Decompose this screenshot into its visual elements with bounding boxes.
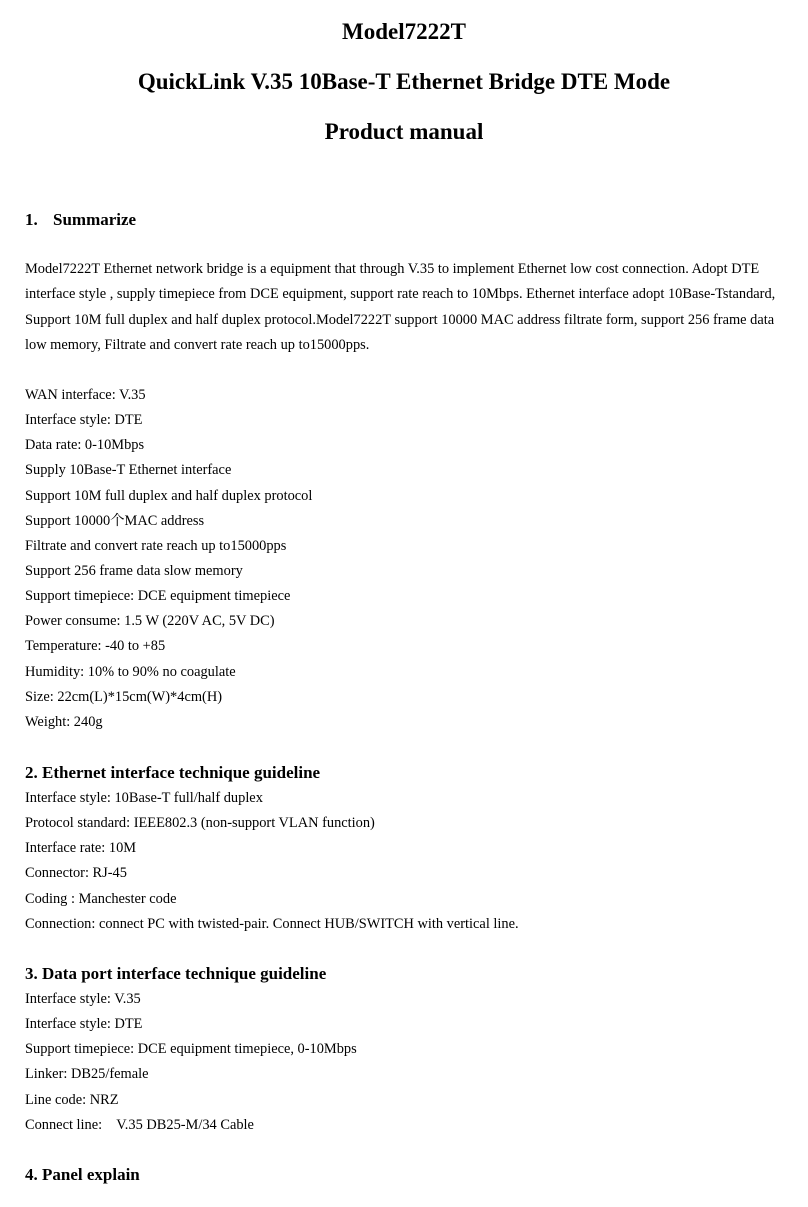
spec-item: Support 256 frame data slow memory <box>25 562 243 579</box>
manual-title: Product manual <box>324 119 484 144</box>
summary-paragraph <box>25 257 790 359</box>
spec-item: Temperature: -40 to +85 <box>25 638 166 655</box>
spec-item: Support timepiece: DCE equipment timepiece <box>25 588 291 605</box>
spec-item: Weight: 240g <box>25 713 103 730</box>
section-1-number: 1. <box>25 210 38 229</box>
section-2-heading: 2. Ethernet interface technique guideline <box>25 763 321 782</box>
ethernet-spec-item: Interface style: 10Base-T full/half duplex <box>25 790 263 806</box>
data-port-spec-list <box>25 987 357 1138</box>
spec-item: Support 10M full duplex and half duplex protocol <box>25 487 313 504</box>
spec-item: WAN interface: V.35 <box>25 387 146 403</box>
data-port-spec-item: Connect line: V.35 DB25-M/34 Cable <box>25 1116 254 1133</box>
data-port-spec-item: Interface style: DTE <box>25 1016 143 1033</box>
data-port-spec-item: Support timepiece: DCE equipment timepiece, 0-10Mbps <box>25 1041 357 1058</box>
spec-item: Humidity: 10% to 90% no coagulate <box>25 663 236 680</box>
paragraph-line: Support 10M full duplex and half duplex protocol.Model7222T support 10000 MAC address filtrate form, support 256 frame data <box>25 311 775 328</box>
section-1-heading <box>25 209 136 231</box>
product-subtitle: QuickLink V.35 10Base-T Ethernet Bridge DTE Mode <box>137 69 671 94</box>
section-4-heading: 4. Panel explain <box>25 1165 140 1184</box>
model-title: Model7222T <box>342 19 466 44</box>
spec-item: Supply 10Base-T Ethernet interface <box>25 462 232 479</box>
paragraph-line: Model7222T Ethernet network bridge is a equipment that through V.35 to implement Ethernet low cost connection. Adopt DTE <box>25 261 760 277</box>
data-port-spec-item: Linker: DB25/female <box>25 1066 149 1083</box>
ethernet-spec-item: Interface rate: 10M <box>25 840 137 857</box>
ethernet-spec-item: Protocol standard: IEEE802.3 (non-support VLAN function) <box>25 815 375 832</box>
paragraph-line: interface style , supply timepiece from DCE equipment, support rate reach to 10Mbps. Ethernet interface adopt 10Base-Tstandard, <box>25 286 776 303</box>
spec-item: Filtrate and convert rate reach up to15000pps <box>25 537 287 554</box>
spec-item: Data rate: 0-10Mbps <box>25 437 145 454</box>
section-3-heading: 3. Data port interface technique guideline <box>25 964 327 983</box>
spec-item: Size: 22cm(L)*15cm(W)*4cm(H) <box>25 688 222 705</box>
ethernet-spec-item: Coding : Manchester code <box>25 890 177 907</box>
paragraph-line: low memory, Filtrate and convert rate reach up to15000pps. <box>25 337 370 354</box>
spec-item: Support 10000个MAC address <box>25 512 205 529</box>
spec-item: Power consume: 1.5 W (220V AC, 5V DC) <box>25 613 275 630</box>
spec-item: Interface style: DTE <box>25 412 143 429</box>
ethernet-spec-item: Connection: connect PC with twisted-pair. Connect HUB/SWITCH with vertical line. <box>25 915 519 932</box>
ethernet-spec-list <box>25 786 519 937</box>
ethernet-spec-item: Connector: RJ-45 <box>25 865 127 882</box>
spec-list <box>25 383 312 735</box>
section-1-title: Summarize <box>53 210 137 229</box>
data-port-spec-item: Line code: NRZ <box>25 1091 119 1108</box>
data-port-spec-item: Interface style: V.35 <box>25 991 141 1007</box>
